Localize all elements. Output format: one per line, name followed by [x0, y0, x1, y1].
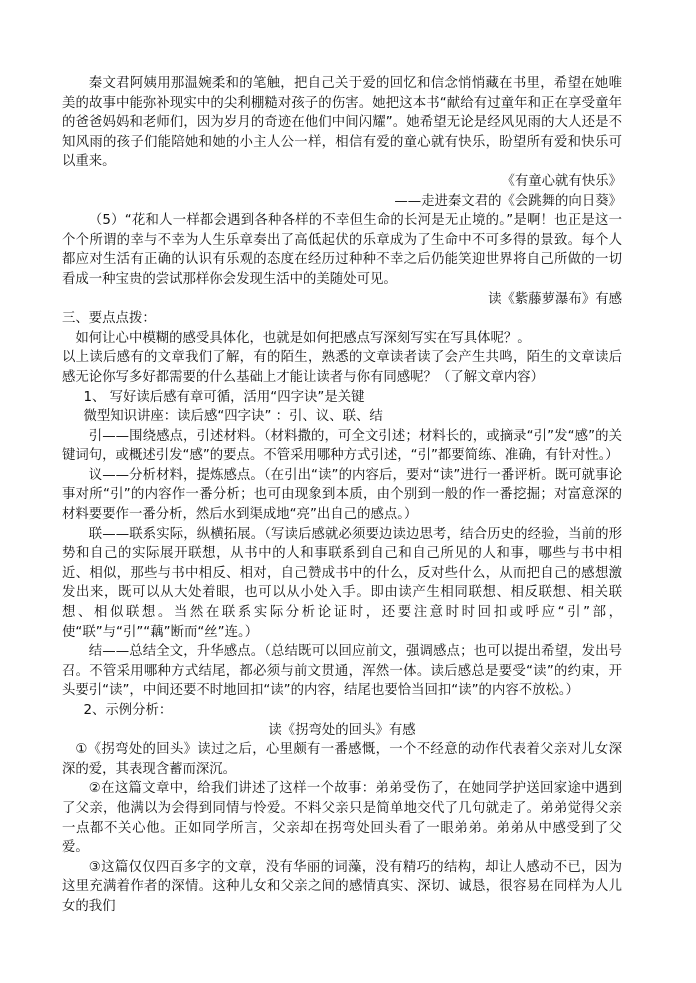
document-page — [62, 74, 622, 917]
paragraph-jie: 结——总结全文，升华感点。（总结既可以回应前文，强调感点；也可以提出希望，发出号召。不管采用哪种方式结尾，都必须与前文贯通，浑然一体。读后感总是要受“读”的约束，开头要引“读”，中间还要不时地回扣“读”的内容，结尾也要恰当回扣“读”的内容不放松。） — [62, 644, 622, 699]
paragraph-yin: 引——围绕感点，引述材料。（材料撒的，可全文引述；材料长的，或摘录“引”发“感”的关键词句，或概述引发“感”的要点。不管采用哪种方式引述，“引”都要简练、准确，有针对性。） — [62, 428, 622, 464]
essay-title-wisteria: 读《紫藤萝瀑布》有感 — [488, 291, 622, 307]
example-paragraph-2: ②在这篇文章中，给我们讲述了这样一个故事：弟弟受伤了，在她同学护送回家途中遇到了父亲，他满以为会得到同情与怜爱。不料父亲只是简单地交代了几句就走了。弟弟觉得父亲一点都不关心他。正如同学所言，父亲却在拐弯处回头看了一眼弟弟。弟弟从中感受到了父爱。 — [62, 781, 622, 856]
paragraph-question: 如何让心中模糊的感受具体化，也就是如何把感点写深刻写实在写具体呢？。 — [75, 330, 531, 346]
paragraph-context: 以上读后感有的文章我们了解，有的陌生，熟悉的文章读者读了会产生共鸣，陌生的文章读后感无论你写多好都需要的什么基础上才能让读者与你有同感呢？（了解文章内容） — [62, 350, 622, 385]
subheading-mini-lecture: 微型知识讲座：读后感“四字诀” ：引、议、联、结 — [83, 409, 383, 425]
section-heading-key-points: 三、要点点拨： — [62, 311, 156, 327]
paragraph-yi: 议——分析材料，提炼感点。（在引出“读”的内容后，要对“读”进行一番评析。既可就事论事对所“引”的内容作一番分析；也可由现象到本质，由个别到一般的作一番挖掘；对富意深的材料要要作一番分析，然后水到渠成地“亮”出自己的感点。） — [62, 467, 622, 523]
essay-subtitle-signature: ——走进秦文君的《会跳舞的向日葵》 — [394, 193, 622, 209]
essay-title-signature: 《有童心就有快乐》 — [501, 173, 622, 189]
subheading-example-analysis: 2、示例分析： — [83, 703, 173, 718]
example-paragraph-3: ③这篇仅仅四百多字的文章，没有华丽的词藻，没有精巧的结构，却让人感动不已，因为这里充满着作者的深情。这种儿女和父亲之间的感情真实、深切、诚恳，很容易在同样为人儿女的我们 — [62, 859, 622, 914]
subheading-four-character-formula: 1、 写好读后感有章可循，活用“四字诀”是关键 — [83, 389, 365, 405]
example-paragraph-1: ①《拐弯处的回头》读过之后，心里颇有一番感慨，一个不经意的动作代表着父亲对儿女深深的爱，其表现含蓄而深沉。 — [62, 742, 622, 777]
paragraph-sample-5: （5）“花和人一样都会遇到各种各样的不幸但生命的长河是无止境的。”是啊！也正是这一个个所谓的幸与不幸为人生乐章奏出了高低起伏的乐章成为了生命中不可多得的景致。每个人都应对生活有正确的认识有乐观的态度在经历过种种不幸之后仍能笑迎世界将自己所做的一切看成一种宝贵的尝试那样你会发现生活中的美随处可见。 — [62, 213, 622, 287]
example-essay-title: 读《拐弯处的回头》有感 — [268, 722, 416, 738]
paragraph-qin-wenjun-intro: 秦文君阿姨用那温婉柔和的笔触，把自己关于爱的回忆和信念悄悄藏在书里，希望在她唯美的故事中能弥补现实中的尖利棚糙对孩子的伤害。她把这本书“献给有过童年和正在享受童年的爸爸妈妈和老师们，因为岁月的奇迹在他们中间闪耀”。她希望无论是经风见雨的大人还是不知风雨的孩子们能陪她和她的小主人公一样，相信有爱的童心就有快乐，盼望所有爱和快乐可以重来。 — [62, 76, 622, 170]
paragraph-lian: 联——联系实际，纵横拓展。（写读后感就必须要边读边思考，结合历史的经验，当前的形势和自己的实际展开联想，从书中的人和事联系到自己和自己所见的人和事，哪些与书中相近、相似，那些与书中相反、相对，自己赞成书中的什么，反对些什么，从而把自己的感想激发出来，既可以从大处着眼，也可以从小处入手。即由读产生相同联想、相反联想、相关联想、相似联想。当然在联系实际分析论证时，还要注意时时回扣或呼应“引”部，使“联”与“引”“藕”断而“丝”连。） — [62, 526, 622, 640]
